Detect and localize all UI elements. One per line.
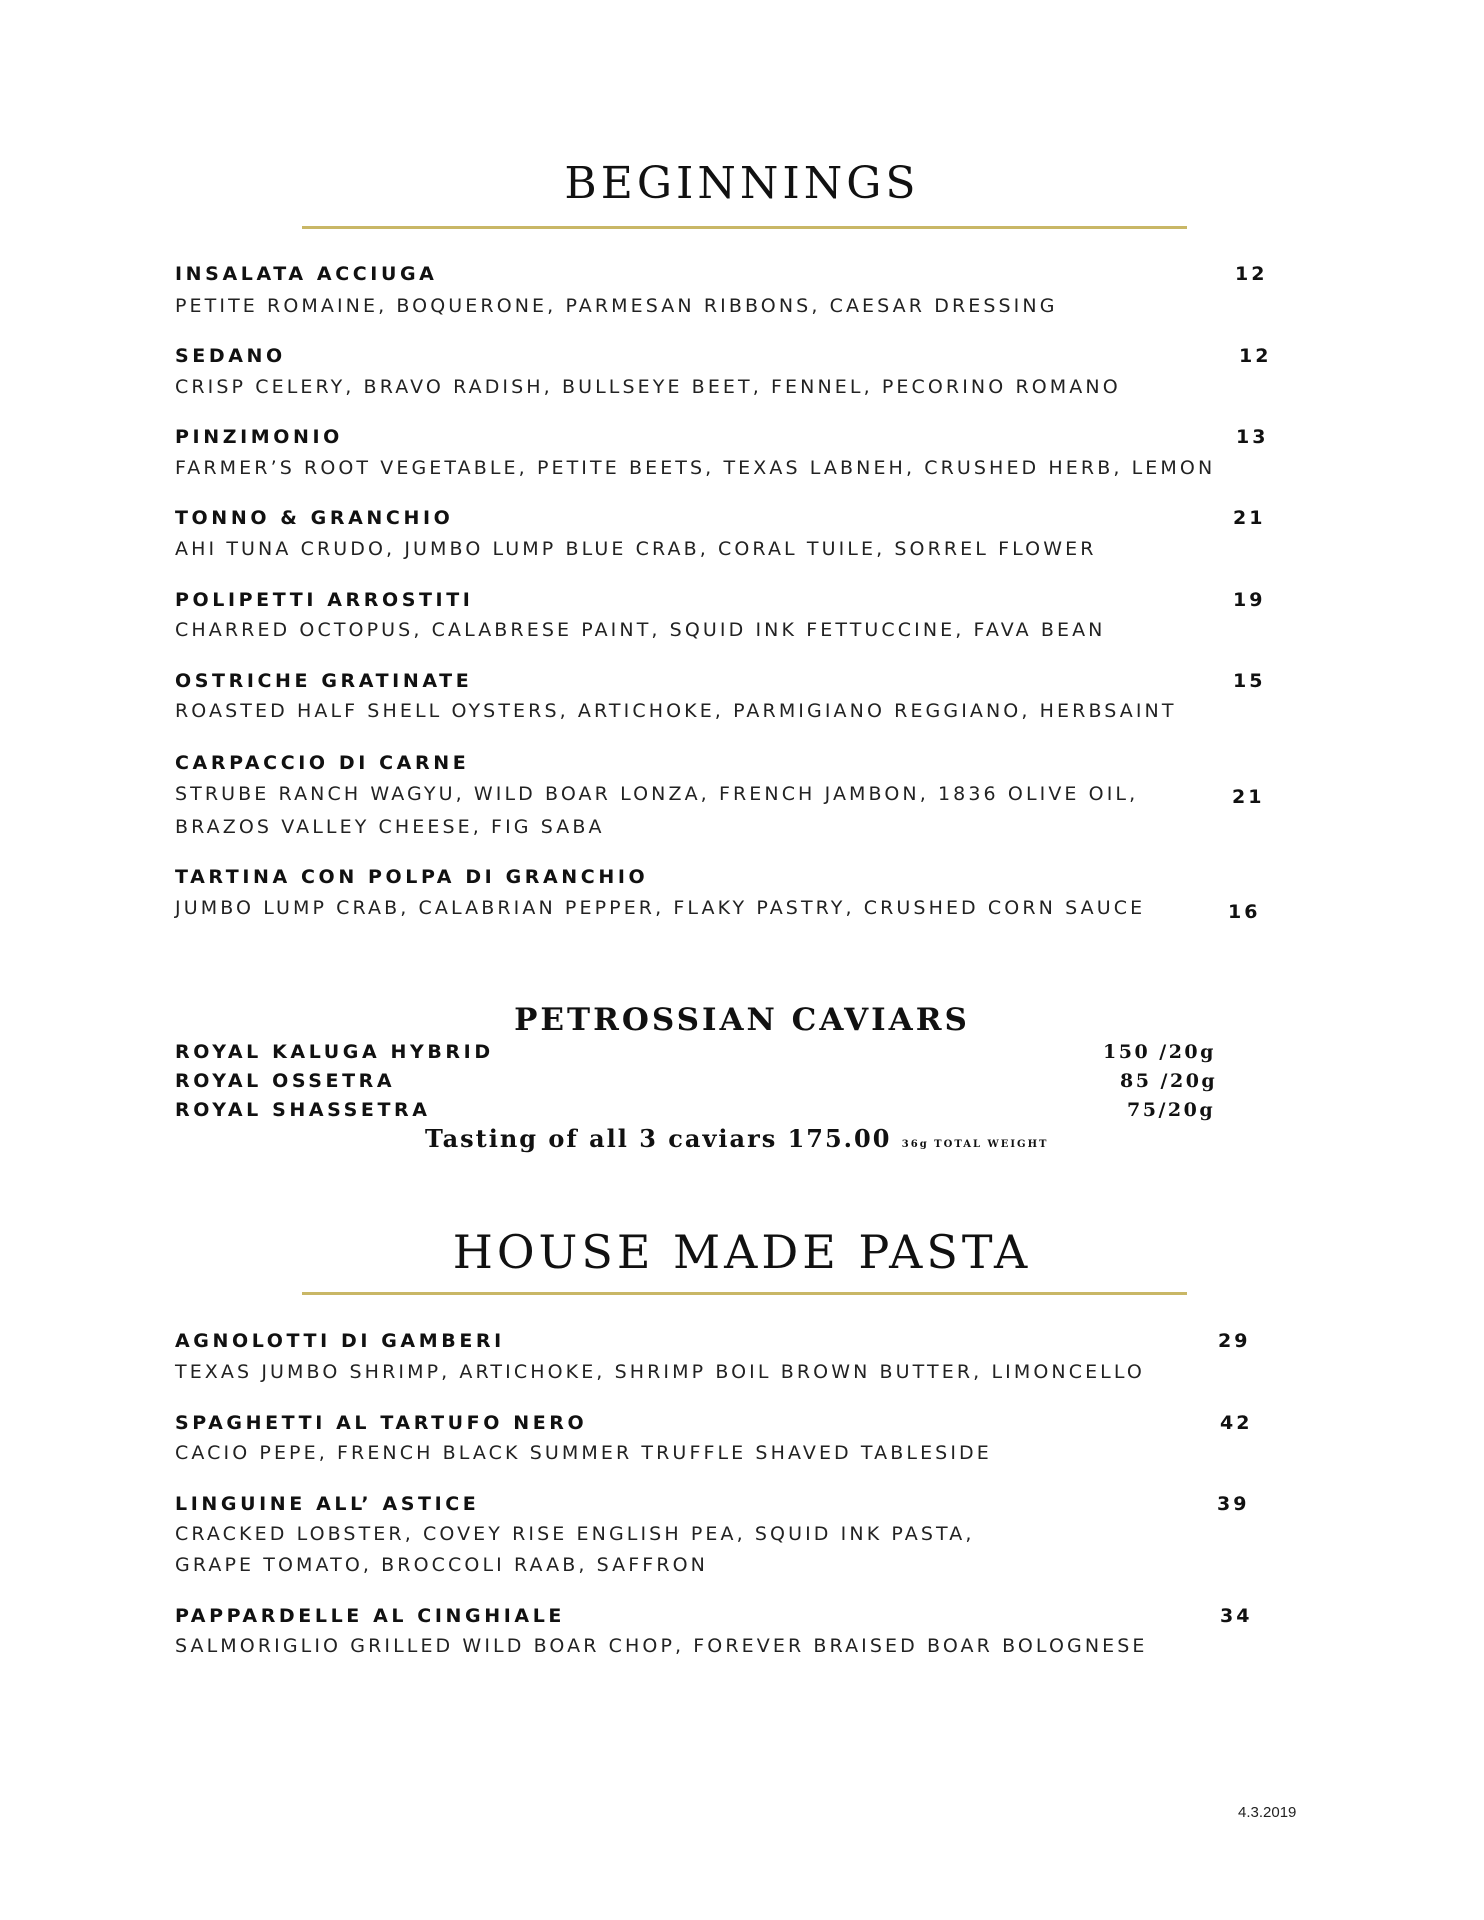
caviar-tasting-note: 36g TOTAL WEIGHT: [901, 1139, 1049, 1150]
item-name: TARTINA CON POLPA DI GRANCHIO: [175, 866, 649, 888]
item-description: AHI TUNA CRUDO, JUMBO LUMP BLUE CRAB, CORAL TUILE, SORREL FLOWER: [175, 538, 1097, 560]
item-description-line-2: BRAZOS VALLEY CHEESE, FIG SABA: [175, 816, 605, 838]
caviar-tasting: [425, 1124, 1048, 1153]
caviar-price: 75/20g: [1127, 1099, 1216, 1121]
item-price: 21: [1232, 786, 1265, 808]
item-price: 16: [1228, 901, 1261, 923]
item-price: 13: [1236, 426, 1269, 448]
caviar-price: 85 /20g: [1120, 1070, 1218, 1092]
item-description-line-2: GRAPE TOMATO, BROCCOLI RAAB, SAFFRON: [175, 1554, 708, 1576]
pasta-title: HOUSE MADE PASTA: [452, 1225, 1032, 1279]
caviar-price: 150 /20g: [1103, 1041, 1216, 1063]
pasta-divider: [302, 1292, 1187, 1295]
item-price: 39: [1217, 1493, 1250, 1515]
beginnings-title: BEGINNINGS: [564, 158, 920, 209]
item-name: CARPACCIO DI CARNE: [175, 752, 470, 774]
menu-date: 4.3.2019: [1238, 1804, 1297, 1821]
item-name: TONNO & GRANCHIO: [175, 507, 454, 529]
item-name: LINGUINE ALL’ ASTICE: [175, 1493, 480, 1515]
item-name: PAPPARDELLE AL CINGHIALE: [175, 1605, 565, 1627]
caviars-title: PETROSSIAN CAVIARS: [514, 1002, 970, 1038]
item-name: PINZIMONIO: [175, 426, 343, 448]
item-description: STRUBE RANCH WAGYU, WILD BOAR LONZA, FRENCH JAMBON, 1836 OLIVE OIL,: [175, 783, 1139, 805]
item-price: 42: [1220, 1412, 1253, 1434]
item-price: 29: [1218, 1330, 1251, 1352]
caviar-name: ROYAL KALUGA HYBRID: [175, 1041, 494, 1063]
item-name: SPAGHETTI AL TARTUFO NERO: [175, 1412, 588, 1434]
item-price: 12: [1235, 263, 1268, 285]
item-description: FARMER’S ROOT VEGETABLE, PETITE BEETS, TEXAS LABNEH, CRUSHED HERB, LEMON: [175, 457, 1216, 479]
item-description: PETITE ROMAINE, BOQUERONE, PARMESAN RIBBONS, CAESAR DRESSING: [175, 295, 1058, 317]
item-description: ROASTED HALF SHELL OYSTERS, ARTICHOKE, PARMIGIANO REGGIANO, HERBSAINT: [175, 700, 1177, 722]
item-name: SEDANO: [175, 345, 286, 367]
item-name: AGNOLOTTI DI GAMBERI: [175, 1330, 505, 1352]
item-description: JUMBO LUMP CRAB, CALABRIAN PEPPER, FLAKY PASTRY, CRUSHED CORN SAUCE: [175, 897, 1146, 919]
item-description: CACIO PEPE, FRENCH BLACK SUMMER TRUFFLE SHAVED TABLESIDE: [175, 1442, 992, 1464]
item-price: 12: [1239, 345, 1272, 367]
item-price: 15: [1233, 670, 1266, 692]
item-price: 21: [1233, 507, 1266, 529]
item-price: 19: [1233, 589, 1266, 611]
item-price: 34: [1220, 1605, 1253, 1627]
caviar-name: ROYAL SHASSETRA: [175, 1099, 431, 1121]
item-description: TEXAS JUMBO SHRIMP, ARTICHOKE, SHRIMP BOIL BROWN BUTTER, LIMONCELLO: [175, 1361, 1145, 1383]
beginnings-divider: [302, 226, 1187, 229]
item-name: POLIPETTI ARROSTITI: [175, 589, 474, 611]
item-name: INSALATA ACCIUGA: [175, 263, 438, 285]
item-description: CRISP CELERY, BRAVO RADISH, BULLSEYE BEET, FENNEL, PECORINO ROMANO: [175, 376, 1121, 398]
item-name: OSTRICHE GRATINATE: [175, 670, 473, 692]
item-description: CRACKED LOBSTER, COVEY RISE ENGLISH PEA, SQUID INK PASTA,: [175, 1523, 975, 1545]
caviar-name: ROYAL OSSETRA: [175, 1070, 396, 1092]
item-description: CHARRED OCTOPUS, CALABRESE PAINT, SQUID INK FETTUCCINE, FAVA BEAN: [175, 619, 1106, 641]
item-description: SALMORIGLIO GRILLED WILD BOAR CHOP, FOREVER BRAISED BOAR BOLOGNESE: [175, 1635, 1148, 1657]
caviar-tasting-text: Tasting of all 3 caviars 175.00: [425, 1124, 892, 1153]
